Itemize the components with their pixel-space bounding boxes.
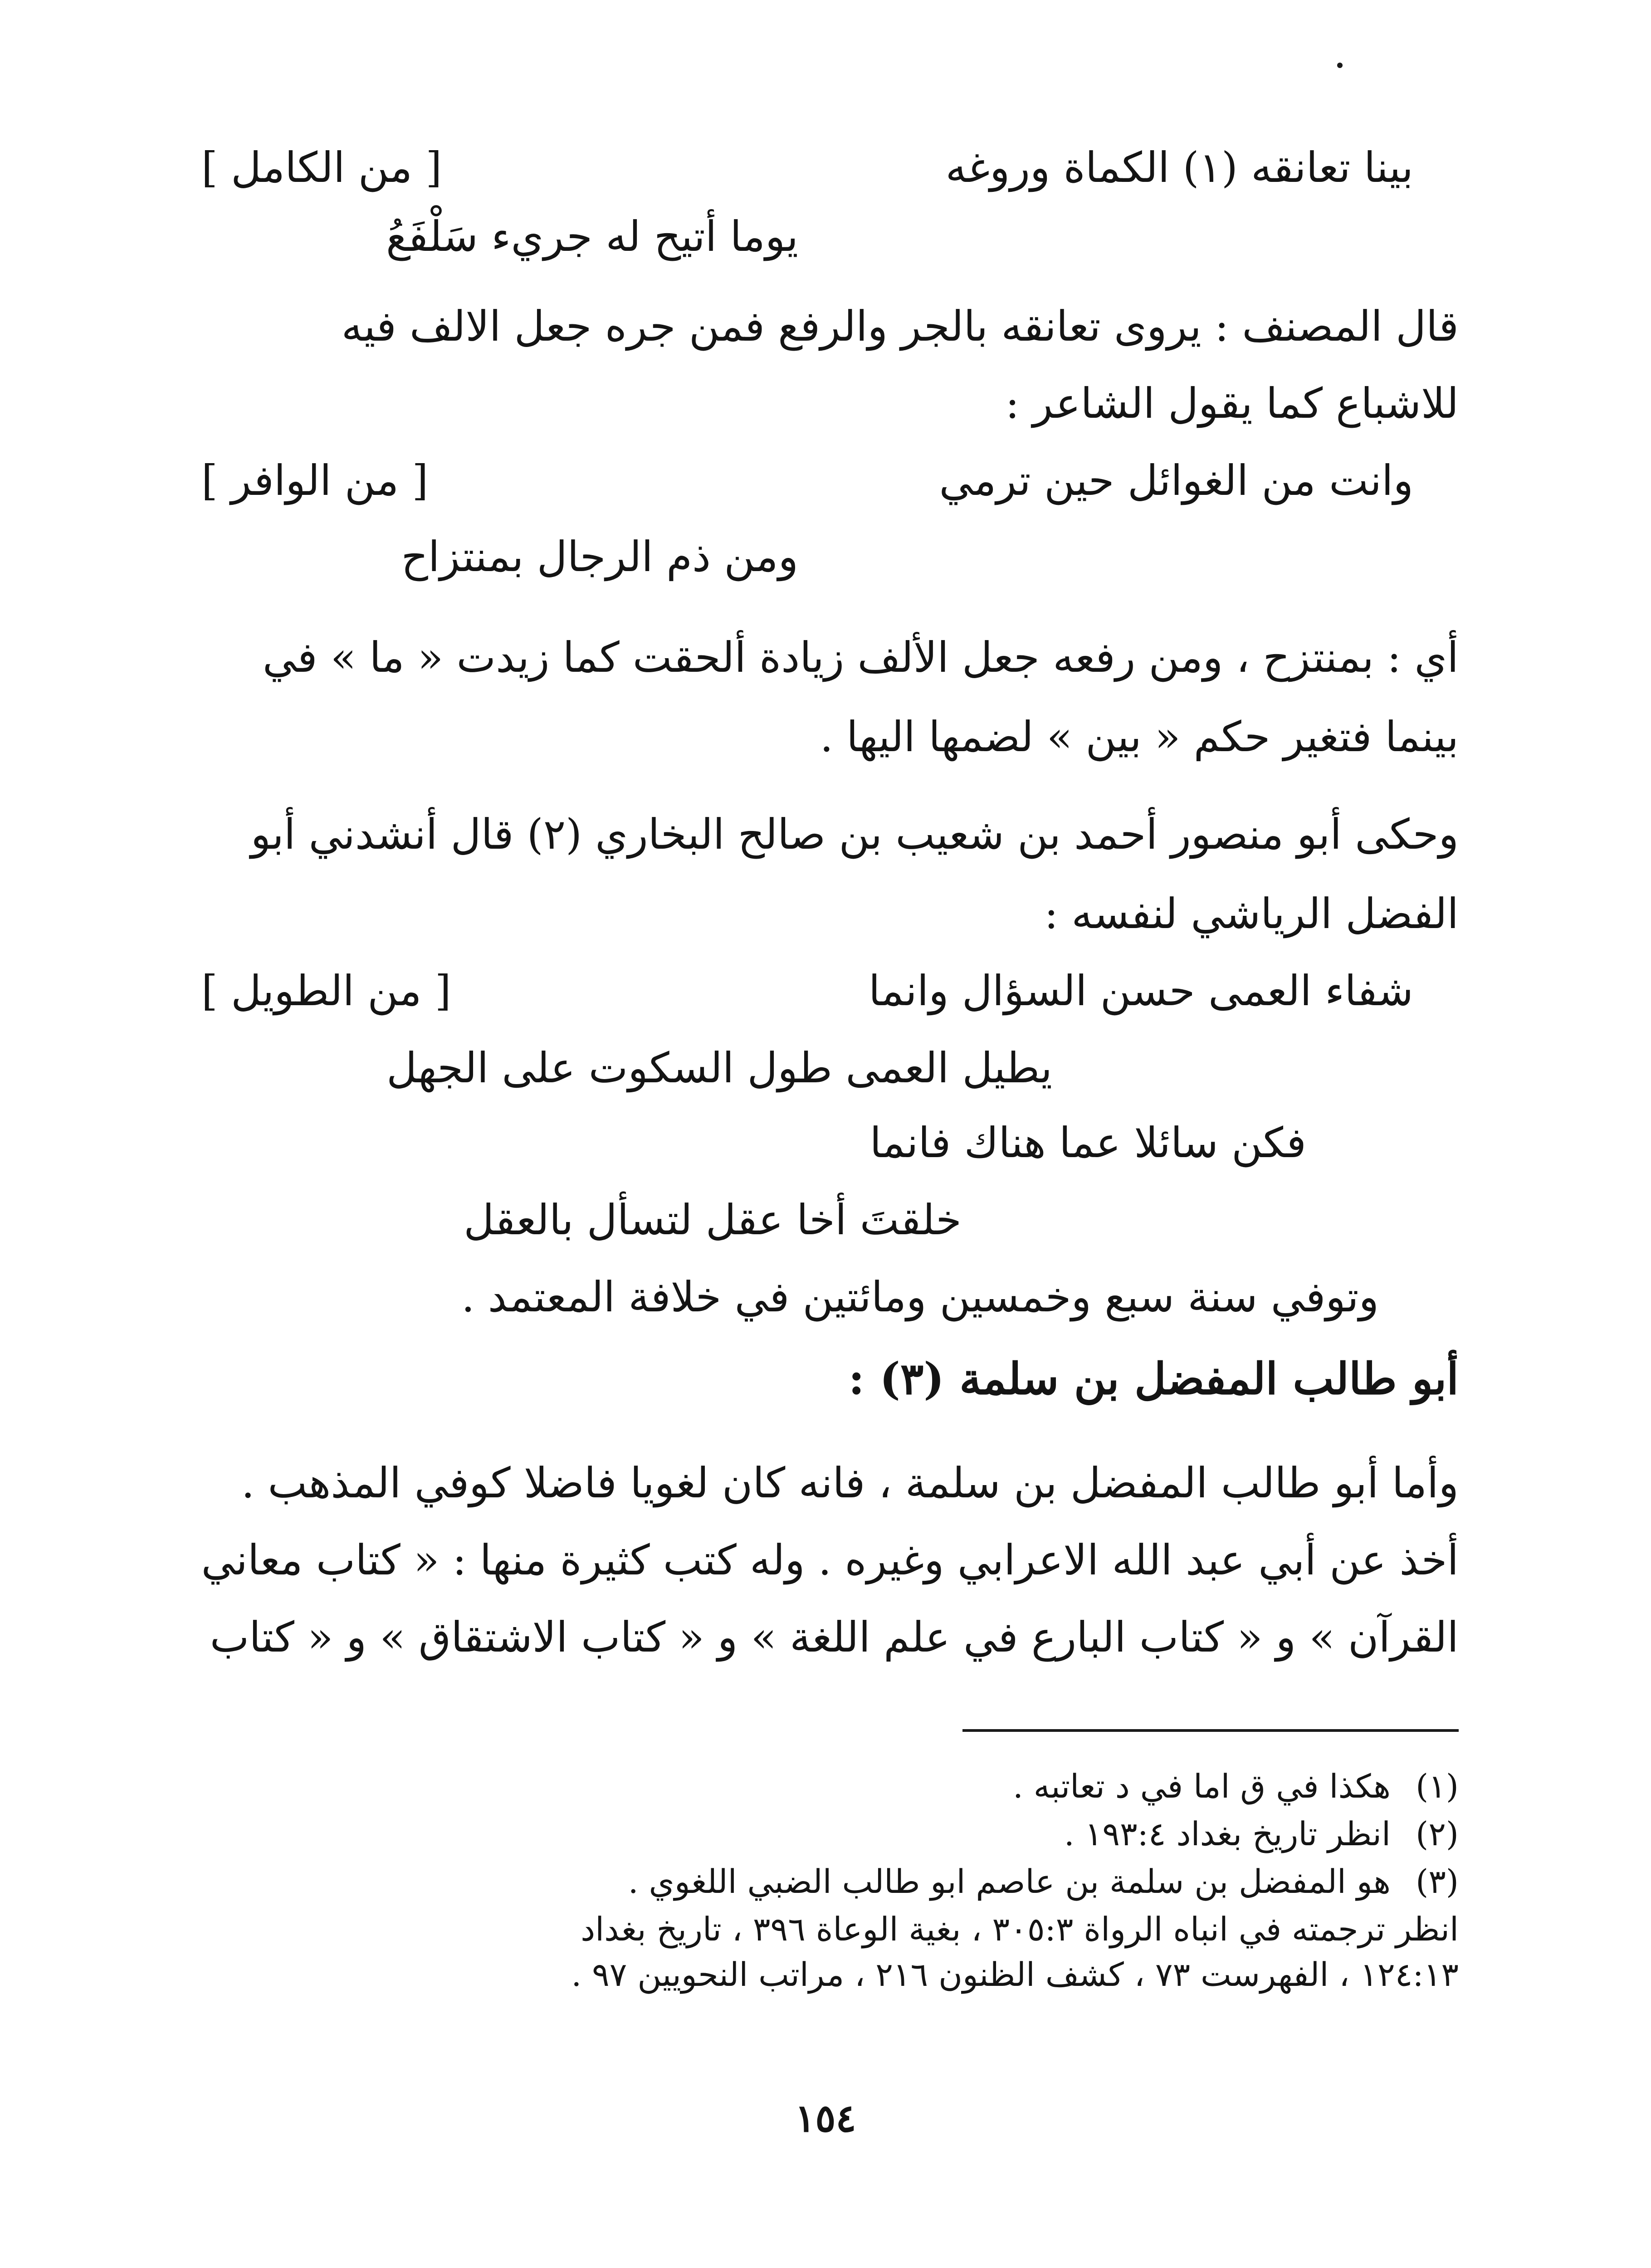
footnote-1-text: هكذا في ق اما في د تعاتبه . bbox=[1013, 1767, 1391, 1805]
para2-line2: بينما فتغير حكم « بين » لضمها اليها . bbox=[820, 713, 1459, 761]
footnote-3-continuation-line1: انظر ترجمته في انباه الرواة ٣٠٥:٣ ، بغية الوعاة ٣٩٦ ، تاريخ بغداد bbox=[581, 1910, 1459, 1948]
footnote-1 bbox=[1013, 1765, 1459, 1808]
footnote-2 bbox=[1064, 1812, 1459, 1856]
para1-line2: للاشباع كما يقول الشاعر : bbox=[1005, 379, 1459, 428]
verse1-second-hemistich: يوما أتيح له جريء سَلْفَعُ bbox=[386, 212, 798, 261]
footnote-3-continuation-line2: ١٢٤:١٣ ، الفهرست ٧٣ ، كشف الظنون ٢١٦ ، مراتب النحويين ٩٧ . bbox=[571, 1955, 1459, 1994]
section-heading: أبو طالب المفضل بن سلمة (٣) : bbox=[848, 1353, 1459, 1404]
para4-line1: وأما أبو طالب المفضل بن سلمة ، فانه كان لغويا فاضلا كوفي المذهب . bbox=[241, 1459, 1459, 1507]
verse3-second-hemistich: يطيل العمى طول السكوت على الجهل bbox=[386, 1044, 1052, 1092]
para1-line1: قال المصنف : يروى تعانقه بالجر والرفع فمن جره جعل الالف فيه bbox=[341, 302, 1459, 351]
para3-line2: الفضل الرياشي لنفسه : bbox=[1044, 890, 1459, 938]
para3-line1: وحكى أبو منصور أحمد بن شعيب بن صالح البخاري (٢) قال أنشدني أبو bbox=[250, 810, 1459, 859]
footnote-separator bbox=[962, 1729, 1459, 1732]
verse2-first-hemistich: وانت من الغوائل حين ترمي bbox=[939, 456, 1413, 505]
verse3-fourth-hemistich: خلقتَ أخا عقل لتسأل بالعقل bbox=[464, 1196, 962, 1244]
verse3-third-hemistich: فكن سائلا عما هناك فانما bbox=[869, 1119, 1306, 1167]
verse1-meter-label: [ من الكامل ] bbox=[201, 143, 442, 192]
para2-line1: أي : بمنتزح ، ومن رفعه جعل الألف زيادة ألحقت كما زيدت « ما » في bbox=[262, 633, 1459, 682]
footnote-3-number: (٣) bbox=[1416, 1862, 1459, 1901]
ink-dot bbox=[1337, 63, 1343, 68]
footnote-1-number: (١) bbox=[1416, 1767, 1459, 1805]
para4-line3: القرآن » و « كتاب البارع في علم اللغة » و « كتاب الاشتقاق » و « كتاب bbox=[210, 1613, 1459, 1662]
verse3-meter-label: [ من الطويل ] bbox=[201, 967, 451, 1015]
verse1-first-hemistich: بينا تعانقه (١) الكماة وروغه bbox=[945, 143, 1413, 192]
verse2-meter-label: [ من الوافر ] bbox=[201, 456, 429, 505]
footnote-2-number: (٢) bbox=[1416, 1815, 1459, 1853]
verse3-first-hemistich: شفاء العمى حسن السؤال وانما bbox=[868, 967, 1413, 1015]
footnote-3-text: هو المفضل بن سلمة بن عاصم ابو طالب الضبي اللغوي . bbox=[628, 1862, 1391, 1901]
footnote-2-text: انظر تاريخ بغداد ١٩٣:٤ . bbox=[1064, 1815, 1391, 1853]
verse2-second-hemistich: ومن ذم الرجال بمنتزاح bbox=[401, 533, 798, 581]
death-date-line: وتوفي سنة سبع وخمسين ومائتين في خلافة المعتمد . bbox=[461, 1273, 1379, 1321]
footnote-3 bbox=[628, 1860, 1459, 1903]
page-number: ١٥٤ bbox=[795, 2096, 856, 2141]
para4-line2: أخذ عن أبي عبد الله الاعرابي وغيره . وله كتب كثيرة منها : « كتاب معاني bbox=[201, 1536, 1459, 1584]
